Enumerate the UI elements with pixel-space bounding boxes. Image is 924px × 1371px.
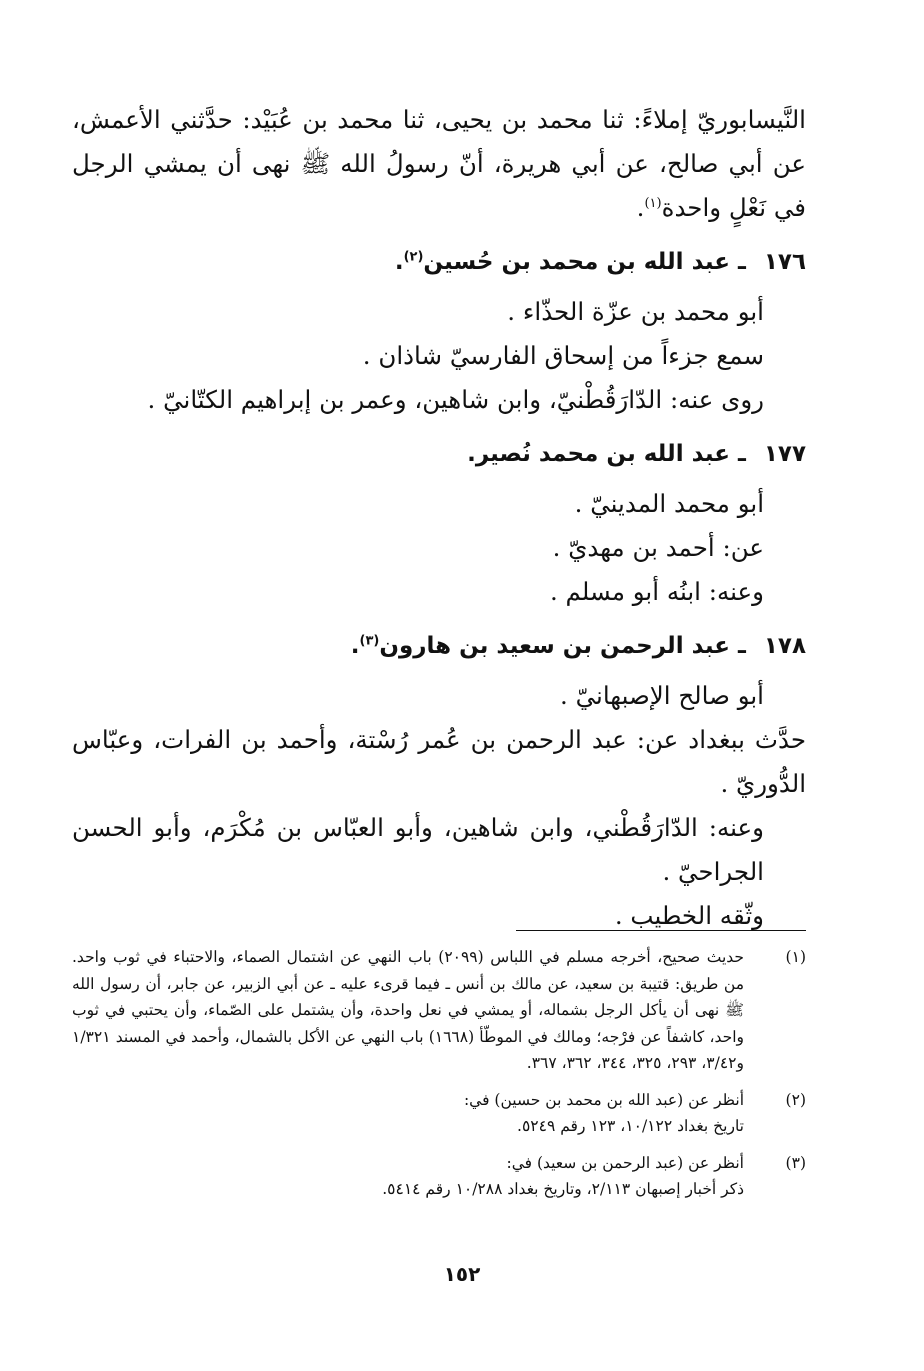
footnote-ref: (٢) bbox=[403, 249, 424, 265]
entry-end: . bbox=[394, 249, 404, 275]
footnote-ref: (١) bbox=[644, 195, 662, 211]
footnote-text: حديث صحيح، أخرجه مسلم في اللباس (٢٠٩٩) باب النهي عن اشتمال الصماء، والاحتباء في ثوب واحد. من طريق: قتيبة بن سعيد، عن مالك بن أنس ـ فيما قرىء عليه ـ عن أبي الزبير، عن جابر، أن رسول الله ﷺ نهى أن يأكل الرجل بشماله، أو يمشي في نعل واحدة، وأن يشتمل على الصّماء، وأن يحتبي في ثوب واحد، كاشفاً عن فرْجه؛ ومالك في الموطّأ (١٦٦٨) باب النهي عن الأكل بالشمال، وأحمد في المسند ١/٣٢١ و٣/٤٢، ٢٩٣، ٣٢٥، ٣٤٤، ٣٦٢، ٣٦٧. bbox=[72, 948, 744, 1072]
entry-line: وثّقه الخطيب . bbox=[614, 901, 764, 930]
page-number: ١٥٢ bbox=[443, 1262, 481, 1286]
entry-name: عبد الله بن محمد نُصير bbox=[475, 441, 730, 467]
entry-line: عن: أحمد بن مهديّ . bbox=[552, 533, 764, 562]
entry-end: . bbox=[467, 441, 476, 467]
footnote-number: (٢) bbox=[785, 1090, 806, 1109]
entry-line: أبو محمد المدينيّ . bbox=[574, 489, 764, 518]
entry-heading bbox=[72, 624, 806, 668]
footnote bbox=[72, 944, 806, 1077]
entry-line: وعنه: الدّارَقُطْني، وابن شاهين، وأبو العبّاس بن مُكْرَم، وأبو الحسن الجراحيّ . bbox=[72, 813, 764, 886]
entry-number: ١٧٦ bbox=[763, 249, 806, 275]
footnote-line: تاريخ بغداد ١٠/١٢٢، ١٢٣ رقم ٥٢٤٩. bbox=[517, 1117, 744, 1135]
entry-end: . bbox=[350, 633, 360, 659]
footnote bbox=[72, 1087, 806, 1140]
entry-heading bbox=[72, 240, 806, 284]
intro-text: النَّيسابوريّ إملاءً: ثنا محمد بن يحيى، ثنا محمد بن عُبَيْد: حدَّثني الأعمش، عن أبي صالح، عن أبي هريرة، أنّ رسولُ الله ﷺ نهى أن يمشي الرجل في نَعْلٍ واحدة bbox=[72, 105, 806, 222]
footnote-number: (٣) bbox=[785, 1153, 806, 1172]
intro-paragraph bbox=[72, 98, 806, 230]
footnote-ref: (٣) bbox=[359, 633, 380, 649]
intro-end: . bbox=[636, 193, 645, 222]
footnotes bbox=[72, 944, 806, 1213]
entry-line: روى عنه: الدّارَقُطْنيّ، وابن شاهين، وعمر بن إبراهيم الكتّانيّ . bbox=[147, 385, 764, 414]
footnote-line: ذكر أخبار إصبهان ٢/١١٣، وتاريخ بغداد ١٠/٢٨٨ رقم ٥٤١٤. bbox=[382, 1180, 744, 1198]
footnote-line: أنظر عن (عبد الرحمن بن سعيد) في: bbox=[506, 1153, 744, 1172]
entry-line: حدَّث ببغداد عن: عبد الرحمن بن عُمر رُسْتة، وأحمد بن الفرات، وعبّاس الدُّوريّ . bbox=[72, 725, 806, 798]
entry-line: أبو صالح الإصبهانيّ . bbox=[560, 681, 764, 710]
entry-number: ١٧٨ bbox=[763, 633, 806, 659]
entry-name: عبد الله بن محمد بن حُسين bbox=[423, 249, 730, 275]
main-text bbox=[72, 98, 806, 938]
footnote-separator bbox=[516, 930, 806, 931]
entry-dash: ـ bbox=[737, 441, 746, 467]
footnote bbox=[72, 1150, 806, 1203]
entry-line: وعنه: ابنُه أبو مسلم . bbox=[549, 577, 764, 606]
entry-dash: ـ bbox=[737, 249, 746, 275]
entry-line: أبو محمد بن عزّة الحذّاء . bbox=[507, 297, 764, 326]
entry-line: سمع جزءاً من إسحاق الفارسيّ شاذان . bbox=[362, 341, 764, 370]
footnote-line: أنظر عن (عبد الله بن محمد بن حسين) في: bbox=[463, 1090, 744, 1109]
footnote-number: (١) bbox=[785, 948, 806, 966]
entry-dash: ـ bbox=[737, 633, 746, 659]
entry-number: ١٧٧ bbox=[763, 441, 806, 467]
entry-name: عبد الرحمن بن سعيد بن هارون bbox=[379, 633, 730, 659]
entry-heading bbox=[72, 432, 806, 476]
